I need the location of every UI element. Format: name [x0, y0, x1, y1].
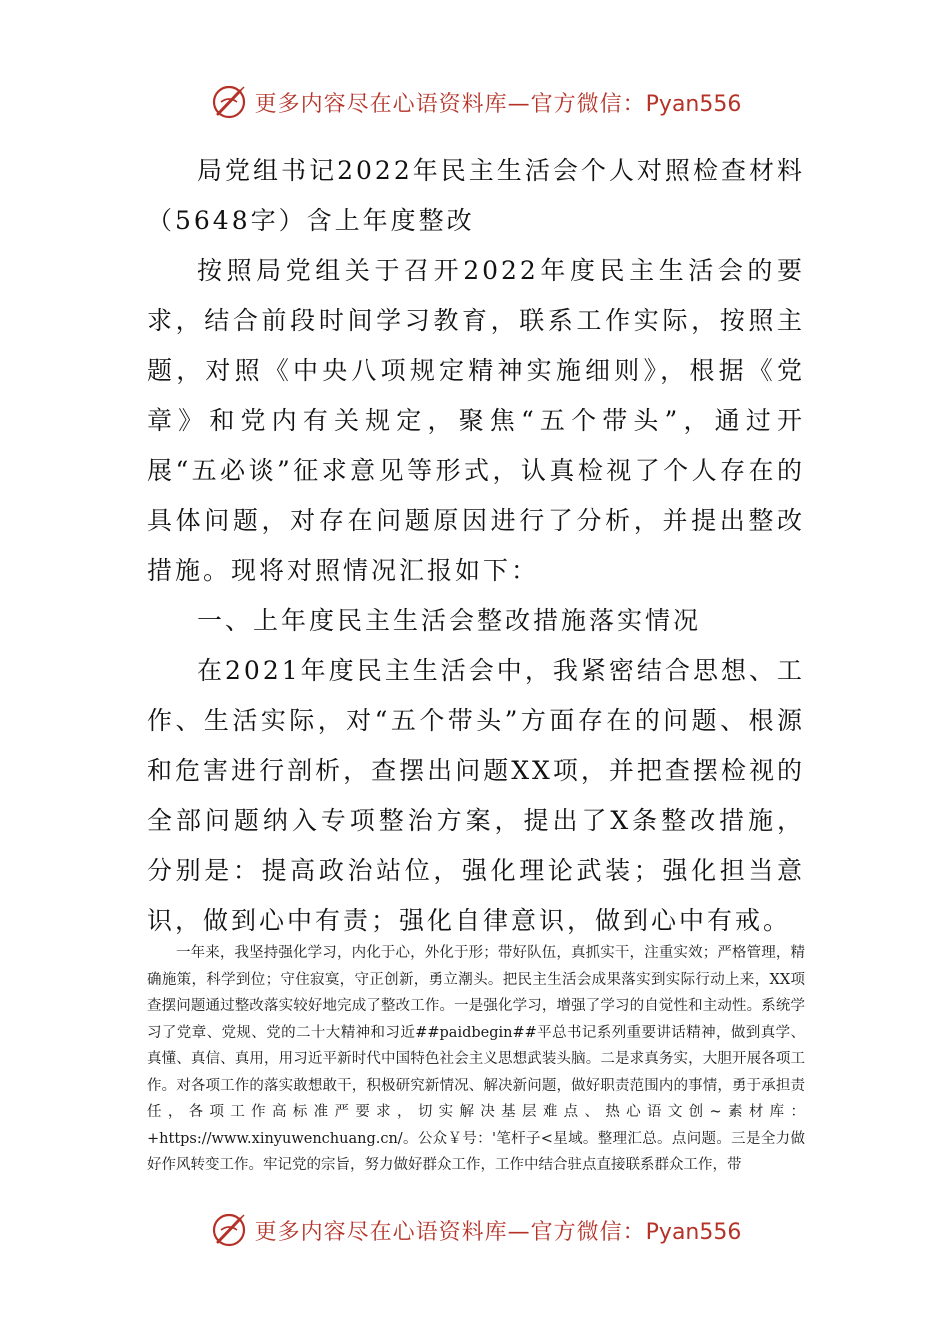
- small-paragraph: 一年来，我坚持强化学习，内化于心，外化于形；带好队伍，真抓实干，注重实效；严格管理，精确施策，科学到位；守住寂寞，守正创新，勇立潮头。把民主生活会成果落实到实际行动上来，XX项查摆问题通过整改落实较好地完成了整改工作。一是强化学习，增强了学习的自觉性和主动性。系统学习了党章、党规、党的二十大精神和习近##paidbegin##平总书记系列重要讲话精神，做到真学、真懂、真信、真用，用习近平新时代中国特色社会主义思想武装头脑。二是求真务实，大胆开展各项工作。对各项工作的落实敢想敢干，积极研究新情况、解决新问题，做好职责范围内的事情，勇于承担责任，各项工作高标准严要求，切实解决基层难点、热心语文创~素材库：+https://www.xinyuwenchuang.cn/。公众￥号：'笔杆子<星域。整理汇总。点问题。三是全力做好作风转变工作。牢记党的宗旨，努力做好群众工作，工作中结合驻点直接联系群众工作，带: [147, 945, 805, 1173]
- intro-paragraph: 按照局党组关于召开2022年度民主生活会的要求，结合前段时间学习教育，联系工作实际，按照主题，对照《中央八项规定精神实施细则》，根据《党章》和党内有关规定，聚焦“五个带头”，通过开展“五必谈”征求意见等形式，认真检视了个人存在的具体问题，对存在问题原因进行了分析，并提出整改措施。现将对照情况汇报如下：: [147, 256, 805, 585]
- wechat-id: Pyan556: [645, 1219, 742, 1245]
- document-body: [147, 146, 805, 946]
- section-heading: 一、上年度民主生活会整改措施落实情况: [197, 606, 702, 635]
- small-text-block: [147, 940, 805, 1179]
- wechat-id: Pyan556: [645, 91, 742, 117]
- banner-text: 更多内容尽在心语资料库—官方微信：Pyan556: [254, 1219, 742, 1245]
- top-banner: [0, 80, 950, 124]
- pen-logo-icon: [209, 1210, 249, 1250]
- bottom-banner: [0, 1208, 950, 1252]
- pen-logo-icon: [209, 82, 249, 122]
- section-paragraph: 在2021年度民主生活会中，我紧密结合思想、工作、生活实际，对“五个带头”方面存在的问题、根源和危害进行剖析，查摆出问题XX项，并把查摆检视的全部问题纳入专项整治方案，提出了X条整改措施，分别是：提高政治站位，强化理论武装；强化担当意识，做到心中有责；强化自律意识，做到心中有戒。: [147, 656, 805, 935]
- document-title: 局党组书记2022年民主生活会个人对照检查材料（5648字）含上年度整改: [147, 156, 805, 235]
- banner-text: 更多内容尽在心语资料库—官方微信：Pyan556: [254, 91, 742, 117]
